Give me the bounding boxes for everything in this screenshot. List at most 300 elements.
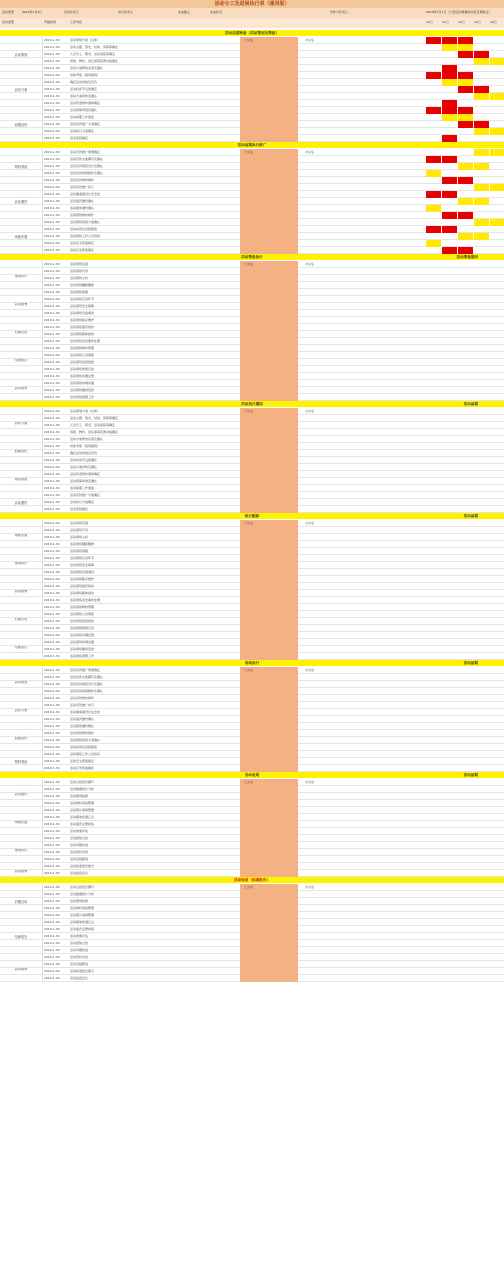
footer-band: 活动收尾（结案报告） bbox=[0, 877, 504, 883]
gantt-cell bbox=[474, 93, 489, 100]
row-task: 活动预算审批及确认 bbox=[70, 479, 98, 483]
row-task: 活动费用结算 bbox=[70, 794, 89, 798]
status-cell bbox=[240, 744, 298, 751]
section-title: 现场执行 bbox=[244, 661, 260, 665]
row-date: 2019-1-30 bbox=[44, 472, 60, 476]
status-cell bbox=[240, 681, 298, 688]
status-cell bbox=[240, 786, 298, 793]
table-row bbox=[0, 457, 504, 464]
group-label: 结案报告 bbox=[0, 919, 43, 954]
gantt-cell bbox=[458, 51, 473, 58]
gantt-cell bbox=[490, 93, 504, 100]
row-date: 2019-1-30 bbox=[44, 507, 60, 511]
status-cell bbox=[240, 184, 298, 191]
row-task: 活动现场人员调度 bbox=[70, 612, 95, 616]
table-row bbox=[0, 730, 504, 737]
row-date: 2019-1-30 bbox=[44, 717, 60, 721]
group-label: 结案报告 bbox=[0, 345, 43, 373]
row-date: 2019-1-30 bbox=[44, 710, 60, 714]
row-date: 2019-1-30 bbox=[44, 794, 60, 798]
gantt-cell bbox=[474, 184, 489, 191]
section-title: 活动筹备执行 bbox=[241, 255, 263, 259]
table-row bbox=[0, 380, 504, 387]
row-task: 活动宣传推广执行 bbox=[70, 185, 95, 189]
table-row bbox=[0, 968, 504, 975]
row-task: 活动现场签到 bbox=[70, 262, 89, 266]
row-task: 活动方案修改完善及确认 bbox=[70, 437, 104, 441]
row-date: 2019-1-30 bbox=[44, 787, 60, 791]
row-task: 活动现场清理工作 bbox=[70, 395, 95, 399]
status-cell bbox=[240, 219, 298, 226]
table-row bbox=[0, 135, 504, 142]
status-cell bbox=[240, 191, 298, 198]
table-row bbox=[0, 723, 504, 730]
row-date: 2019-1-30 bbox=[44, 619, 60, 623]
table-row bbox=[0, 863, 504, 870]
row-task: 活动现场摄影摄像 bbox=[70, 283, 95, 287]
table-row bbox=[0, 268, 504, 275]
row-task: 活动应急预案确定 bbox=[70, 248, 95, 252]
row-date: 2019-1-30 bbox=[44, 570, 60, 574]
gantt-cell bbox=[426, 226, 441, 233]
header-row bbox=[0, 8, 504, 18]
row-task: 活动方案审核及确认 bbox=[70, 465, 98, 469]
row-status-2: 未完成 bbox=[305, 409, 315, 413]
gantt-cell bbox=[458, 163, 473, 170]
row-task: 活动现场搭建方案确认 bbox=[70, 220, 101, 224]
row-task: 活动现场秩序维护 bbox=[70, 577, 95, 581]
table-row bbox=[0, 695, 504, 702]
row-task: 活动现场互动环节 bbox=[70, 556, 95, 560]
group-label: 前期宣传 bbox=[0, 723, 43, 751]
row-date: 2019-1-30 bbox=[44, 52, 60, 56]
table-row bbox=[0, 758, 504, 765]
status-cell bbox=[240, 947, 298, 954]
gantt-cell bbox=[442, 247, 457, 254]
table-row bbox=[0, 800, 504, 807]
row-task: 活动现场茶歇 bbox=[70, 549, 89, 553]
row-task: 活动彩排及流程演练 bbox=[70, 745, 98, 749]
table-row bbox=[0, 79, 504, 86]
row-date: 2019-1-30 bbox=[44, 654, 60, 658]
row-date: 2019-1-30 bbox=[44, 885, 60, 889]
row-task: 活动应急预案确定 bbox=[70, 766, 95, 770]
row-task: 活动邀请函设计及发放 bbox=[70, 192, 101, 196]
row-date: 2019-1-30 bbox=[44, 353, 60, 357]
section-band bbox=[0, 254, 504, 260]
row-date: 2019-1-30 bbox=[44, 563, 60, 567]
group-label: 活动邀约 bbox=[0, 184, 43, 219]
row-task: 活动宣传视频制作及确认 bbox=[70, 171, 104, 175]
status-cell bbox=[240, 653, 298, 660]
status-cell bbox=[240, 177, 298, 184]
row-date: 2019-1-30 bbox=[44, 80, 60, 84]
section-right-label: 活动前期 bbox=[463, 402, 478, 406]
row-task: 活动所需物料清单确定 bbox=[70, 101, 101, 105]
table-row bbox=[0, 121, 504, 128]
table-row bbox=[0, 114, 504, 121]
table-row bbox=[0, 317, 504, 324]
table-row bbox=[0, 198, 504, 205]
row-task: 活动前期工作准备 bbox=[70, 115, 95, 119]
row-task: 人员分工、职责、活动流程等确定 bbox=[70, 423, 116, 427]
row-task: 活动资料归档 bbox=[70, 850, 89, 854]
gantt-cell bbox=[442, 79, 457, 86]
row-date: 2019-1-30 bbox=[44, 962, 60, 966]
header-partners: 协作方负责人 bbox=[330, 10, 349, 14]
row-date: 2019-1-30 bbox=[44, 752, 60, 756]
gantt-cell bbox=[490, 219, 504, 226]
gantt-cell bbox=[458, 212, 473, 219]
row-task: 活动现场工作人员培训 bbox=[70, 234, 101, 238]
status-cell bbox=[240, 247, 298, 254]
status-cell bbox=[240, 296, 298, 303]
row-date: 2019-1-30 bbox=[44, 836, 60, 840]
status-cell bbox=[240, 93, 298, 100]
group-label: 物料准备 bbox=[0, 149, 43, 184]
row-task: 活动现场协调沟通 bbox=[70, 640, 95, 644]
row-date: 2019-1-30 bbox=[44, 269, 60, 273]
table-row bbox=[0, 975, 504, 982]
status-cell bbox=[240, 730, 298, 737]
row-task: 活动媒体报道汇总 bbox=[70, 815, 95, 819]
table-row bbox=[0, 128, 504, 135]
status-cell bbox=[240, 233, 298, 240]
table-row bbox=[0, 653, 504, 660]
row-task: 活动照片视频整理 bbox=[70, 808, 95, 812]
gantt-cell bbox=[490, 184, 504, 191]
header-status: 完成状态 bbox=[210, 10, 223, 14]
table-row bbox=[0, 324, 504, 331]
status-cell bbox=[240, 366, 298, 373]
status-cell bbox=[240, 870, 298, 877]
status-cell bbox=[240, 359, 298, 366]
row-task: 活动现场物料管理 bbox=[70, 605, 95, 609]
row-task: 活动现场安全保障 bbox=[70, 563, 95, 567]
row-date: 2019-1-30 bbox=[44, 598, 60, 602]
table-row bbox=[0, 562, 504, 569]
table-row bbox=[0, 786, 504, 793]
row-date: 2019-1-30 bbox=[44, 948, 60, 952]
table-row bbox=[0, 926, 504, 933]
row-date: 2019-1-30 bbox=[44, 766, 60, 770]
row-task: 活动执行方案确定 bbox=[70, 129, 95, 133]
group-label: 活动策划 bbox=[0, 667, 43, 695]
gantt-cell bbox=[442, 44, 457, 51]
row-date: 2019-1-30 bbox=[44, 493, 60, 497]
status-cell bbox=[240, 170, 298, 177]
status-cell bbox=[240, 429, 298, 436]
row-status: 已完成 bbox=[244, 780, 254, 784]
status-cell bbox=[240, 618, 298, 625]
table-row bbox=[0, 702, 504, 709]
row-date: 2019-1-30 bbox=[44, 94, 60, 98]
row-date: 2019-1-30 bbox=[44, 262, 60, 266]
row-date: 2019-1-30 bbox=[44, 220, 60, 224]
row-date: 2019-1-30 bbox=[44, 556, 60, 560]
row-date: 2019-1-30 bbox=[44, 605, 60, 609]
status-cell bbox=[240, 268, 298, 275]
table-row bbox=[0, 744, 504, 751]
row-status-2: 未完成 bbox=[305, 262, 315, 266]
row-task: 活动现场效果记录 bbox=[70, 626, 95, 630]
status-cell bbox=[240, 345, 298, 352]
row-task: 活动现场效果记录 bbox=[70, 367, 95, 371]
gantt-cell bbox=[474, 51, 489, 58]
row-task: 活动现场问题反馈 bbox=[70, 633, 95, 637]
group-label: 后期总结 bbox=[0, 317, 43, 345]
status-cell bbox=[240, 303, 298, 310]
header-deadline: 完成截止 bbox=[178, 10, 191, 14]
row-task: 活动问题改进 bbox=[70, 948, 89, 952]
row-task: 活动主题、形式、时间、预算等确定 bbox=[70, 416, 119, 420]
row-date: 2019-1-30 bbox=[44, 675, 60, 679]
row-task: 活动现场嘉宾接待 bbox=[70, 325, 95, 329]
table-row bbox=[0, 429, 504, 436]
group-label: 活动方案 bbox=[0, 72, 43, 107]
row-date: 2019-1-30 bbox=[44, 409, 60, 413]
row-task: 活动媒体邀约确认 bbox=[70, 724, 95, 728]
row-date: 2019-1-30 bbox=[44, 311, 60, 315]
status-cell bbox=[240, 436, 298, 443]
status-cell bbox=[240, 933, 298, 940]
row-date: 2019-1-30 bbox=[44, 129, 60, 133]
row-date: 2019-1-30 bbox=[44, 808, 60, 812]
group-label: 活动策划 bbox=[0, 373, 43, 401]
status-cell bbox=[240, 793, 298, 800]
table-row bbox=[0, 583, 504, 590]
row-date: 2019-1-30 bbox=[44, 843, 60, 847]
status-cell bbox=[240, 975, 298, 982]
status-cell bbox=[240, 485, 298, 492]
row-date: 2019-1-30 bbox=[44, 423, 60, 427]
gantt-cell bbox=[490, 58, 504, 65]
header-date-label: 2019年x月x日 bbox=[22, 10, 43, 14]
row-date: 2019-1-30 bbox=[44, 171, 60, 175]
gantt-cell bbox=[474, 149, 489, 156]
table-row bbox=[0, 107, 504, 114]
status-cell bbox=[240, 716, 298, 723]
gantt-cell bbox=[474, 128, 489, 135]
row-task: 场地、物料、供应商等资源对接确定 bbox=[70, 430, 119, 434]
gantt-cell bbox=[474, 233, 489, 240]
status-cell bbox=[240, 527, 298, 534]
row-date: 2019-1-30 bbox=[44, 829, 60, 833]
table-row bbox=[0, 100, 504, 107]
table-row bbox=[0, 828, 504, 835]
row-status: 已完成 bbox=[244, 521, 254, 525]
row-date: 2019-1-30 bbox=[44, 689, 60, 693]
status-cell bbox=[240, 835, 298, 842]
status-cell bbox=[240, 317, 298, 324]
row-date: 2019-1-30 bbox=[44, 360, 60, 364]
group-label: 活动统筹 bbox=[0, 289, 43, 317]
status-cell bbox=[240, 926, 298, 933]
day-1: 12日 bbox=[426, 20, 433, 24]
row-task: 活动前期工作准备 bbox=[70, 486, 95, 490]
row-date: 2019-1-30 bbox=[44, 416, 60, 420]
row-date: 2019-1-30 bbox=[44, 703, 60, 707]
row-task: 活动彩排及流程演练 bbox=[70, 227, 98, 231]
gantt-cell bbox=[474, 86, 489, 93]
row-task: 活动流程确定 bbox=[70, 507, 89, 511]
table-row bbox=[0, 93, 504, 100]
table-row bbox=[0, 604, 504, 611]
row-status: 已完成 bbox=[244, 668, 254, 672]
table-row bbox=[0, 331, 504, 338]
row-task: 活动嘉宾邀约确认 bbox=[70, 199, 95, 203]
table-row bbox=[0, 499, 504, 506]
row-status: 已完成 bbox=[244, 885, 254, 889]
header-owner: 活动负责人 bbox=[64, 10, 80, 14]
status-cell bbox=[240, 128, 298, 135]
table-row bbox=[0, 492, 504, 499]
row-task: 活动现场进度把控 bbox=[70, 360, 95, 364]
table-row bbox=[0, 415, 504, 422]
row-task: 活动主题、形式、时间、预算等确定 bbox=[70, 45, 119, 49]
status-cell bbox=[240, 240, 298, 247]
table-row bbox=[0, 359, 504, 366]
group-label: 现场执行 bbox=[0, 261, 43, 289]
status-cell bbox=[240, 737, 298, 744]
row-status-2: 未完成 bbox=[305, 521, 315, 525]
row-status: 已完成 bbox=[244, 409, 254, 413]
status-cell bbox=[240, 590, 298, 597]
status-cell bbox=[240, 51, 298, 58]
row-date: 2019-1-30 bbox=[44, 941, 60, 945]
section-right-label: 活动前期 bbox=[463, 773, 478, 777]
status-cell bbox=[240, 905, 298, 912]
section-title: 活动执行期间 bbox=[241, 402, 263, 406]
status-cell bbox=[240, 79, 298, 86]
status-cell bbox=[240, 611, 298, 618]
table-row bbox=[0, 541, 504, 548]
gantt-cell bbox=[458, 72, 473, 79]
row-date: 2019-1-30 bbox=[44, 864, 60, 868]
row-task: 活动宣传物料制作 bbox=[70, 178, 95, 182]
row-date: 2019-1-30 bbox=[44, 444, 60, 448]
row-date: 2019-1-30 bbox=[44, 325, 60, 329]
row-date: 2019-1-30 bbox=[44, 486, 60, 490]
table-row bbox=[0, 436, 504, 443]
row-task: 活动结案报告提交 bbox=[70, 864, 95, 868]
row-task: 活动总结报告撰写 bbox=[70, 885, 95, 889]
status-cell bbox=[240, 457, 298, 464]
table-row bbox=[0, 177, 504, 184]
row-task: 场地考察（现场勘察） bbox=[70, 444, 101, 448]
table-row bbox=[0, 191, 504, 198]
gantt-cell bbox=[426, 170, 441, 177]
row-task: 活动宣传海报设计及确认 bbox=[70, 682, 104, 686]
group-label: 活动邀约 bbox=[0, 492, 43, 513]
table-row bbox=[0, 674, 504, 681]
status-cell bbox=[240, 548, 298, 555]
table-row bbox=[0, 450, 504, 457]
table-row bbox=[0, 891, 504, 898]
gantt-cell bbox=[442, 156, 457, 163]
row-date: 2019-1-30 bbox=[44, 549, 60, 553]
group-label: 场地布置 bbox=[0, 520, 43, 548]
table-row bbox=[0, 443, 504, 450]
table-row bbox=[0, 632, 504, 639]
status-cell bbox=[240, 751, 298, 758]
row-date: 2019-1-30 bbox=[44, 339, 60, 343]
row-task: 场地、物料、供应商等资源对接确定 bbox=[70, 59, 119, 63]
row-status-2: 未完成 bbox=[305, 668, 315, 672]
row-task: 活动现场突发事件处理 bbox=[70, 339, 101, 343]
section-title: 活动收尾 bbox=[244, 773, 260, 777]
row-task: 活动现场秩序维护 bbox=[70, 318, 95, 322]
status-cell bbox=[240, 597, 298, 604]
table-row bbox=[0, 296, 504, 303]
row-date: 2019-1-30 bbox=[44, 381, 60, 385]
status-cell bbox=[240, 114, 298, 121]
gantt-cell bbox=[458, 37, 473, 44]
header-task: 工作内容 bbox=[70, 20, 83, 24]
status-cell bbox=[240, 289, 298, 296]
table-row bbox=[0, 884, 504, 891]
row-task: 活动现场撤场安排 bbox=[70, 647, 95, 651]
row-date: 2019-1-30 bbox=[44, 38, 60, 42]
table-row bbox=[0, 842, 504, 849]
row-date: 2019-1-30 bbox=[44, 612, 60, 616]
row-date: 2019-1-30 bbox=[44, 150, 60, 154]
row-date: 2019-1-30 bbox=[44, 115, 60, 119]
row-task: 活动执行方案确定 bbox=[70, 500, 95, 504]
table-row bbox=[0, 527, 504, 534]
row-date: 2019-1-30 bbox=[44, 465, 60, 469]
status-cell bbox=[240, 471, 298, 478]
status-cell bbox=[240, 828, 298, 835]
row-date: 2019-1-30 bbox=[44, 388, 60, 392]
status-cell bbox=[240, 912, 298, 919]
gantt-cell bbox=[426, 72, 441, 79]
table-row bbox=[0, 919, 504, 926]
table-row bbox=[0, 520, 504, 527]
table-row bbox=[0, 184, 504, 191]
row-date: 2019-1-30 bbox=[44, 73, 60, 77]
status-cell bbox=[240, 891, 298, 898]
status-cell bbox=[240, 387, 298, 394]
row-task: 活动数据统计分析 bbox=[70, 892, 95, 896]
day-3: 13日 bbox=[458, 20, 465, 24]
status-cell bbox=[240, 583, 298, 590]
row-task: 活动方案审核及确认 bbox=[70, 94, 98, 98]
group-label: 活动方案 bbox=[0, 408, 43, 436]
gantt-cell bbox=[442, 100, 457, 107]
header-gantt: 2019年7月7日（大型活动筹备时间表日期标注） bbox=[426, 10, 492, 14]
status-cell bbox=[240, 275, 298, 282]
day-2: 11日 bbox=[442, 20, 449, 24]
row-date: 2019-1-30 bbox=[44, 45, 60, 49]
table-row bbox=[0, 464, 504, 471]
table-row bbox=[0, 667, 504, 674]
row-task: 活动宣传物料制作 bbox=[70, 696, 95, 700]
row-date: 2019-1-30 bbox=[44, 157, 60, 161]
row-task: 活动现场设备调试 bbox=[70, 570, 95, 574]
table-row bbox=[0, 303, 504, 310]
row-date: 2019-1-30 bbox=[44, 276, 60, 280]
row-task: 人员分工、职责、活动流程等确定 bbox=[70, 52, 116, 56]
section-band bbox=[0, 401, 504, 407]
row-task: 活动策划方案（总体） bbox=[70, 38, 101, 42]
row-task: 活动所需物料清单确定 bbox=[70, 472, 101, 476]
row-date: 2019-1-30 bbox=[44, 913, 60, 917]
row-date: 2019-1-30 bbox=[44, 213, 60, 217]
row-date: 2019-1-30 bbox=[44, 234, 60, 238]
gantt-cell bbox=[442, 212, 457, 219]
status-cell bbox=[240, 961, 298, 968]
